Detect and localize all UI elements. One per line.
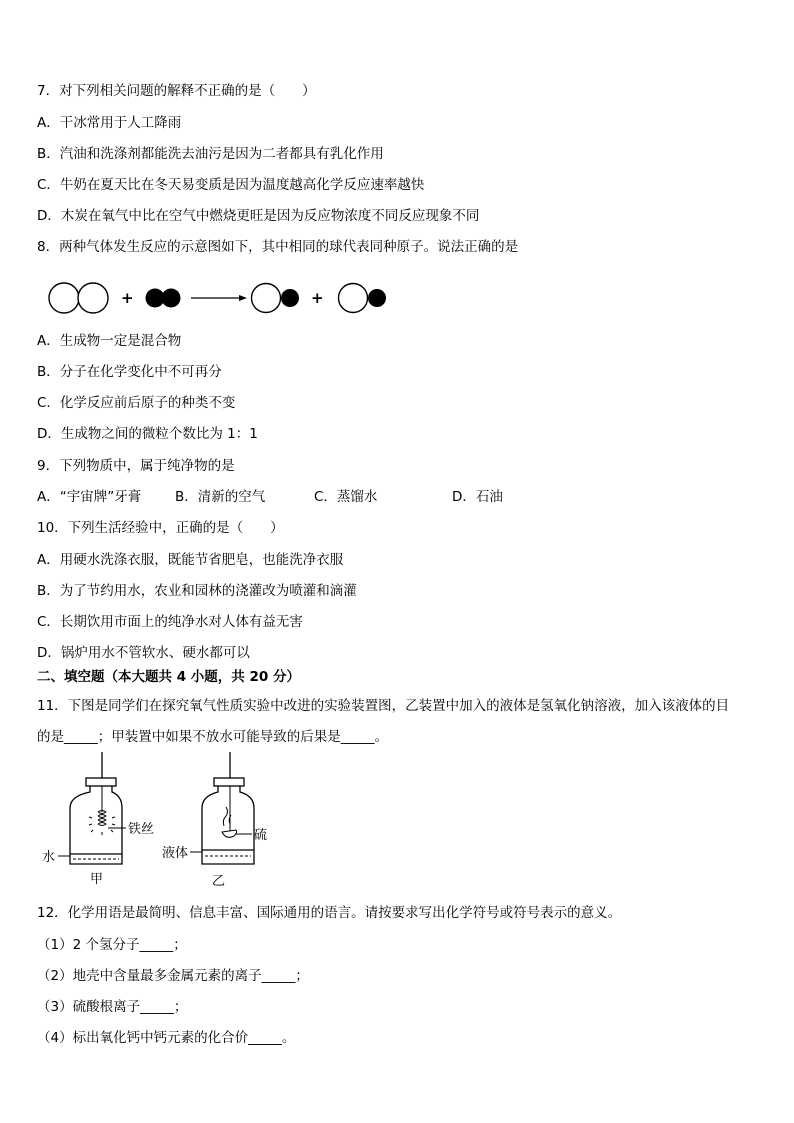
- q8-stem: 8．两种气体发生反应的示意图如下，其中相同的球代表同种原子。说法正确的是: [37, 239, 519, 255]
- label-yi: 乙: [212, 874, 226, 889]
- q12-subquestion-2: （2）地壳中含量最多金属元素的离子_____；: [37, 968, 309, 984]
- q10-option-d: D．锅炉用水不管软水、硬水都可以: [37, 645, 250, 661]
- q7-option-c: C．牛奶在夏天比在冬天易变质是因为温度越高化学反应速率越快: [37, 177, 425, 193]
- jar-jia: [70, 752, 122, 864]
- apparatus-figure: [40, 752, 280, 892]
- plus-sign-2: +: [311, 289, 324, 307]
- q7-option-b: B．汽油和洗涤剂都能洗去油污是因为二者都具有乳化作用: [37, 146, 384, 162]
- q9-option-c: C．蒸馏水: [314, 489, 378, 505]
- q9-option-b: B．清新的空气: [175, 489, 266, 505]
- q12-subquestion-3: （3）硫酸根离子_____；: [37, 999, 188, 1015]
- q7-stem: 7．对下列相关问题的解释不正确的是（ ）: [37, 83, 316, 99]
- q11-stem-line2: 的是_____；甲装置中如果不放水可能导致的后果是_____。: [37, 729, 388, 745]
- q10-option-b: B．为了节约用水，农业和园林的浇灌改为喷灌和滴灌: [37, 583, 357, 599]
- reactant-molecule-1: [49, 283, 108, 313]
- q7-option-d: D．木炭在氧气中比在空气中燃烧更旺是因为反应物浓度不同反应现象不同: [37, 208, 480, 224]
- q12-subquestion-4: （4）标出氧化钙中钙元素的化合价_____。: [37, 1030, 296, 1046]
- plus-sign-1: +: [121, 289, 134, 307]
- q8-option-d: D．生成物之间的微粒个数比为 1：1: [37, 426, 258, 442]
- q9-stem: 9．下列物质中，属于纯净物的是: [37, 458, 235, 474]
- q12-subquestion-1: （1）2 个氢分子_____；: [37, 937, 187, 953]
- q8-option-c: C．化学反应前后原子的种类不变: [37, 395, 236, 411]
- q8-option-b: B．分子在化学变化中不可再分: [37, 364, 222, 380]
- q9-option-a: A．“宇宙牌”牙膏: [37, 489, 142, 505]
- q12-stem: 12．化学用语是最简明、信息丰富、国际通用的语言。请按要求写出化学符号或符号表示的意义。: [37, 905, 622, 921]
- q9-option-d: D．石油: [452, 489, 503, 505]
- label-water: 水: [42, 850, 56, 865]
- label-iron-wire: 铁丝: [128, 822, 155, 837]
- q10-option-c: C．长期饮用市面上的纯净水对人体有益无害: [37, 614, 303, 630]
- q7-option-a: A．干冰常用于人工降雨: [37, 115, 182, 131]
- product-molecule-1: [252, 284, 300, 313]
- q10-option-a: A．用硬水洗涤衣服，既能节省肥皂，也能洗净衣服: [37, 552, 344, 568]
- section-heading: 二、填空题（本大题共 4 小题，共 20 分）: [37, 669, 300, 685]
- reactant-molecule-2: [146, 289, 181, 308]
- label-sulfur: 硫: [254, 828, 268, 843]
- jar-yi: [202, 752, 254, 864]
- product-molecule-2: [339, 284, 387, 313]
- label-jia: 甲: [90, 872, 104, 887]
- reaction-arrow: [191, 295, 247, 301]
- label-liquid: 液体: [162, 846, 189, 861]
- sulfur-spoon: [222, 786, 237, 837]
- q10-stem: 10．下列生活经验中，正确的是（ ）: [37, 520, 284, 536]
- q8-option-a: A．生成物一定是混合物: [37, 333, 182, 349]
- reaction-diagram: [40, 278, 400, 318]
- q11-stem-line1: 11．下图是同学们在探究氧气性质实验中改进的实验装置图，乙装置中加入的液体是氢氧化钠溶液，加入该液体的目: [37, 698, 730, 714]
